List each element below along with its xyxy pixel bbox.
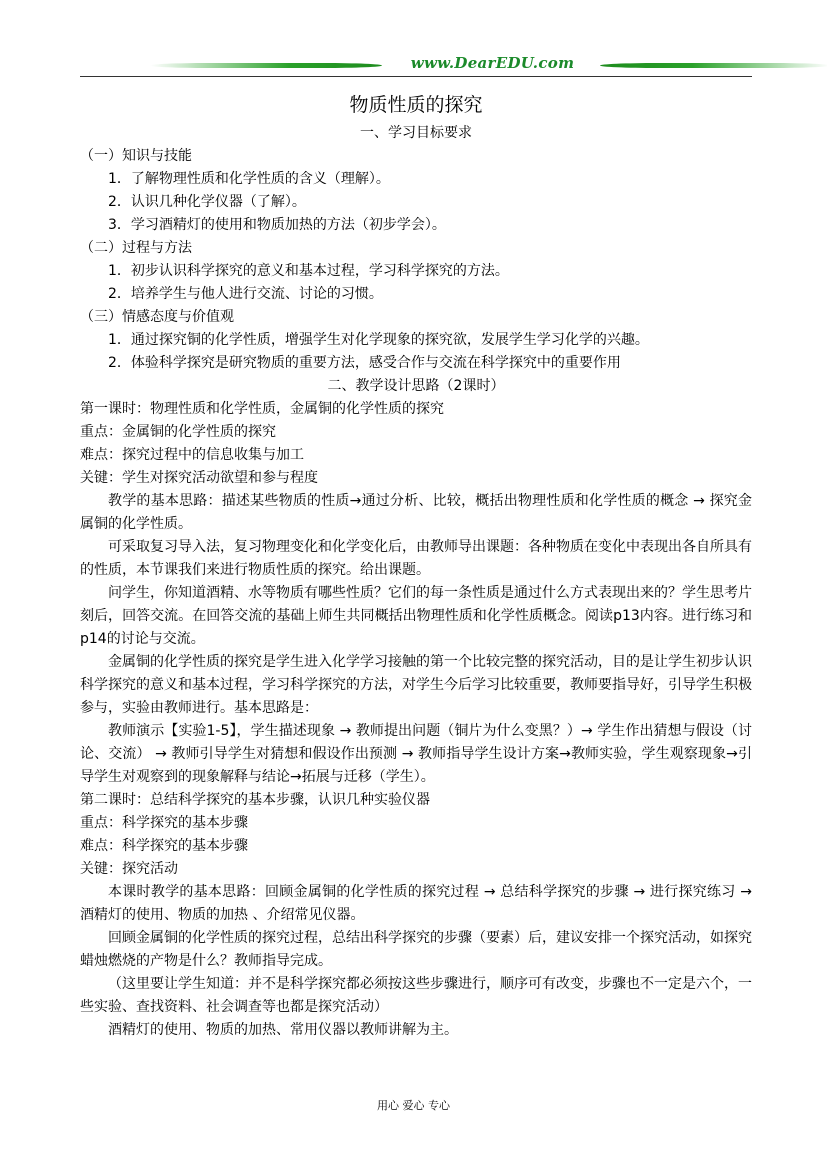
lesson-2-title: 第二课时：总结科学探究的基本步骤，认识几种实验仪器 xyxy=(80,792,430,808)
header-swoosh-left xyxy=(150,63,382,68)
lesson-2-paragraph: 回顾金属铜的化学性质的探究过程，总结出科学探究的步骤（要素）后，建议安排一个探究活动，如探究蜡烛燃烧的产物是什么？教师指导完成。 xyxy=(80,930,752,969)
lesson-1-paragraph: 金属铜的化学性质的探究是学生进入化学学习接触的第一个比较完整的探究活动，目的是让学生初步认识科学探究的意义和基本过程，学习科学探究的方法，对学生今后学习比较重要，教师要指导好，引导学生积极参与，实验由教师进行。基本思路是： xyxy=(80,654,752,716)
lesson-1-key: 重点：金属铜的化学性质的探究 xyxy=(80,424,276,440)
lesson-2-paragraph: 酒精灯的使用、物质的加热、常用仪器以教师讲解为主。 xyxy=(108,1022,458,1038)
lesson-2-difficulty: 难点：科学探究的基本步骤 xyxy=(80,838,248,854)
subsection-3-heading: （三）情感态度与价值观 xyxy=(80,309,234,325)
lesson-1-paragraph: 问学生，你知道酒精、水等物质有哪些性质？它们的每一条性质是通过什么方式表现出来的？学生思考片刻后，回答交流。在回答交流的基础上师生共同概括出物理性质和化学性质概念。阅读p13内容。进行练习和p14的讨论与交流。 xyxy=(80,585,752,647)
lesson-2-paragraph: （这里要让学生知道：并不是科学探究都必须按这些步骤进行，顺序可有改变，步骤也不一定是六个，一些实验、查找资料、社会调查等也都是探究活动） xyxy=(80,976,752,1015)
lesson-1-paragraph: 教师演示【实验1-5】，学生描述现象 → 教师提出问题（铜片为什么变黑？）→ 学生作出猜想与假设（讨论、交流） → 教师引导学生对猜想和假设作出预测 → 教师指导学生设计方案→教师实验，学生观察现象→引导学生对观察到的现象解释与结论→拓展与迁移（学生）。 xyxy=(80,723,752,785)
objective-item: 2．认识几种化学仪器（了解）。 xyxy=(108,194,306,210)
document-body xyxy=(80,91,752,1042)
objective-item: 2．体验科学探究是研究物质的重要方法，感受合作与交流在科学探究中的重要作用 xyxy=(108,355,621,371)
header-swoosh-right xyxy=(600,63,827,68)
lesson-1-paragraph: 可采取复习导入法，复习物理变化和化学变化后，由教师导出课题：各种物质在变化中表现出各自所具有的性质，本节课我们来进行物质性质的探究。给出课题。 xyxy=(80,539,752,578)
lesson-1-difficulty: 难点：探究过程中的信息收集与加工 xyxy=(80,447,304,463)
page-footer: 用心 爱心 专心 xyxy=(377,1099,450,1112)
lesson-1-paragraph: 教学的基本思路：描述某些物质的性质→通过分析、比较，概括出物理性质和化学性质的概念 → 探究金属铜的化学性质。 xyxy=(80,493,752,532)
objective-item: 2．培养学生与他人进行交流、讨论的习惯。 xyxy=(108,286,383,302)
objective-item: 1．了解物理性质和化学性质的含义（理解）。 xyxy=(108,171,390,187)
header-rule xyxy=(80,76,752,77)
subsection-2-heading: （二）过程与方法 xyxy=(80,240,192,256)
section-1-heading: 一、学习目标要求 xyxy=(360,125,472,141)
site-logo-text: www.DearEDU.com xyxy=(410,54,575,72)
section-2-heading: 二、教学设计思路（2课时） xyxy=(327,378,505,394)
lesson-2-paragraph: 本课时教学的基本思路：回顾金属铜的化学性质的探究过程 → 总结科学探究的步骤 → 进行探究练习 → 酒精灯的使用、物质的加热 、介绍常见仪器。 xyxy=(80,884,752,923)
lesson-1-crux: 关键：学生对探究活动欲望和参与程度 xyxy=(80,470,318,486)
page-header xyxy=(80,54,752,80)
objective-item: 1．通过探究铜的化学性质，增强学生对化学现象的探究欲，发展学生学习化学的兴趣。 xyxy=(108,332,649,348)
lesson-2-key: 重点：科学探究的基本步骤 xyxy=(80,815,248,831)
doc-title: 物质性质的探究 xyxy=(349,94,483,116)
lesson-2-crux: 关键：探究活动 xyxy=(80,861,178,877)
lesson-1-title: 第一课时：物理性质和化学性质，金属铜的化学性质的探究 xyxy=(80,401,444,417)
objective-item: 3．学习酒精灯的使用和物质加热的方法（初步学会）。 xyxy=(108,217,446,233)
objective-item: 1．初步认识科学探究的意义和基本过程，学习科学探究的方法。 xyxy=(108,263,509,279)
subsection-1-heading: （一）知识与技能 xyxy=(80,148,192,164)
